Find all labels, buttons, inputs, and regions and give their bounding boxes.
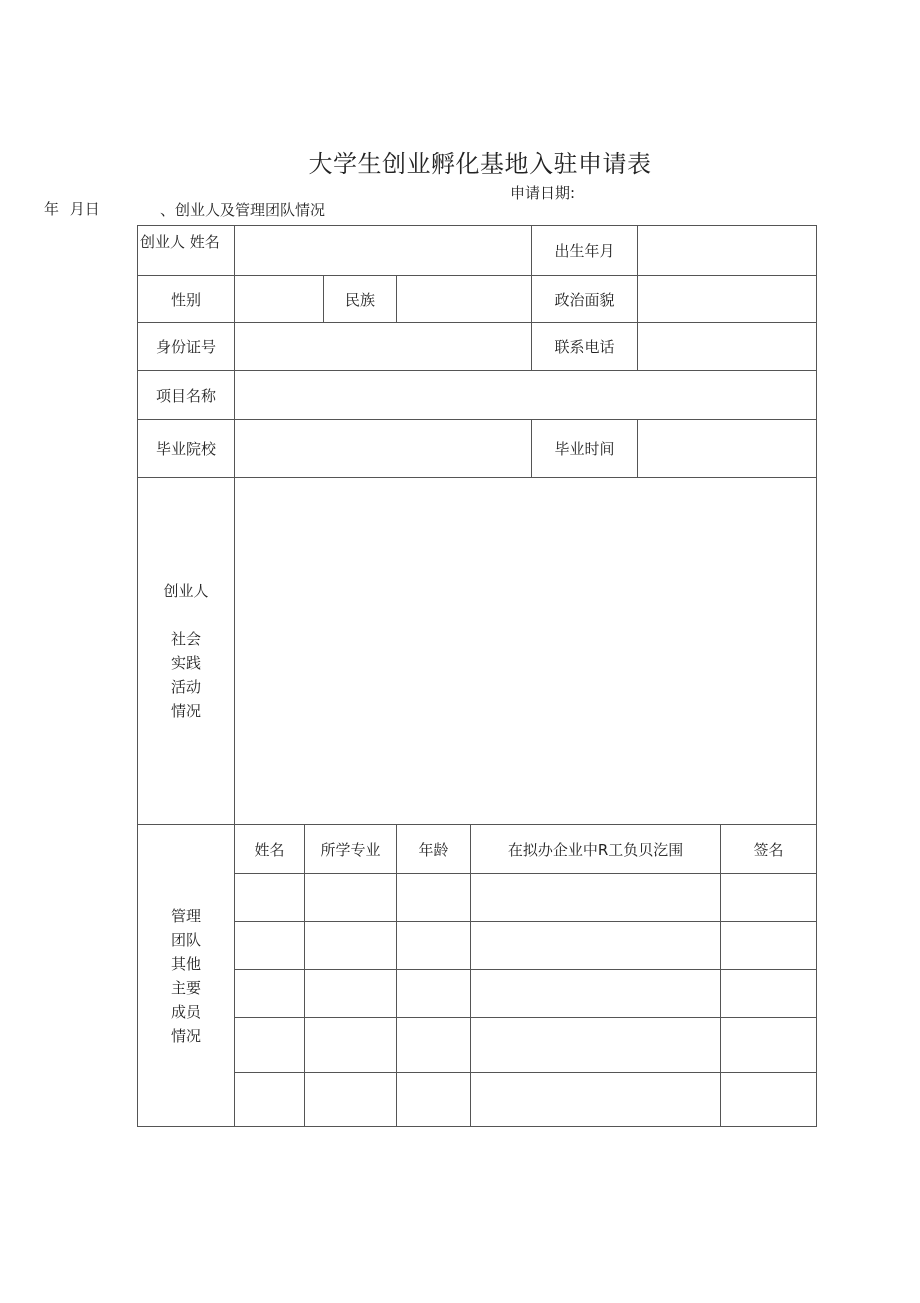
- team-member-row: [138, 874, 817, 922]
- row-school: [138, 420, 817, 478]
- member-name-cell[interactable]: [235, 970, 305, 1018]
- member-role-cell[interactable]: [471, 1018, 721, 1073]
- id-value-cell[interactable]: [235, 323, 532, 371]
- phone-label: 联系电话: [532, 323, 638, 371]
- political-label: 政治面貌: [532, 276, 638, 323]
- team-col-age: 年龄: [397, 825, 471, 874]
- member-age-cell[interactable]: [397, 922, 471, 970]
- member-signature-cell[interactable]: [721, 970, 817, 1018]
- section-heading: 、创业人及管理团队情况: [160, 201, 326, 219]
- row-gender: [138, 276, 817, 323]
- team-label-line: 团队: [170, 930, 201, 949]
- team-label-line: 主要: [170, 978, 201, 997]
- team-label-line: 其他: [170, 954, 201, 973]
- social-practice-label: [138, 478, 235, 825]
- name-value-cell[interactable]: [235, 226, 532, 276]
- member-signature-cell[interactable]: [721, 1073, 817, 1127]
- team-member-row: [138, 970, 817, 1018]
- member-role-cell[interactable]: [471, 1073, 721, 1127]
- member-signature-cell[interactable]: [721, 922, 817, 970]
- member-name-cell[interactable]: [235, 922, 305, 970]
- project-label: 项目名称: [138, 371, 235, 420]
- row-id: [138, 323, 817, 371]
- social-practice-line: 活动: [170, 678, 201, 696]
- member-major-cell[interactable]: [305, 1018, 397, 1073]
- ethnicity-value-cell[interactable]: [397, 276, 532, 323]
- row-name: [138, 226, 817, 276]
- member-major-cell[interactable]: [305, 874, 397, 922]
- team-member-row: [138, 1018, 817, 1073]
- birth-value-cell[interactable]: [638, 226, 817, 276]
- phone-value-cell[interactable]: [638, 323, 817, 371]
- social-practice-line: 创业人: [163, 582, 209, 600]
- name-label: 创业人 姓名: [138, 226, 235, 276]
- id-label: 身份证号: [138, 323, 235, 371]
- member-role-cell[interactable]: [471, 970, 721, 1018]
- date-ymd-label: 年 月日: [44, 200, 100, 218]
- member-age-cell[interactable]: [397, 1018, 471, 1073]
- row-project: [138, 371, 817, 420]
- team-member-row: [138, 1073, 817, 1127]
- project-value-cell[interactable]: [235, 371, 817, 420]
- gender-value-cell[interactable]: [235, 276, 324, 323]
- row-social-practice: [138, 478, 817, 825]
- social-practice-line: 情况: [170, 702, 201, 720]
- member-major-cell[interactable]: [305, 1073, 397, 1127]
- page-title: 大学生创业孵化基地入驻申请表: [308, 150, 652, 178]
- member-name-cell[interactable]: [235, 1073, 305, 1127]
- political-value-cell[interactable]: [638, 276, 817, 323]
- member-age-cell[interactable]: [397, 1073, 471, 1127]
- team-label: [138, 825, 235, 1127]
- member-major-cell[interactable]: [305, 970, 397, 1018]
- team-col-major: 所学专业: [305, 825, 397, 874]
- team-header-row: [138, 825, 817, 874]
- team-col-role: 在拟办企业中R工负贝汔围: [471, 825, 721, 874]
- member-signature-cell[interactable]: [721, 874, 817, 922]
- birth-label: 出生年月: [532, 226, 638, 276]
- member-role-cell[interactable]: [471, 922, 721, 970]
- apply-date-label: 申请日期:: [510, 184, 576, 202]
- grad-time-label: 毕业时间: [532, 420, 638, 478]
- ethnicity-label: 民族: [324, 276, 397, 323]
- member-name-cell[interactable]: [235, 874, 305, 922]
- member-name-cell[interactable]: [235, 1018, 305, 1073]
- team-label-line: 成员: [170, 1002, 201, 1021]
- school-value-cell[interactable]: [235, 420, 532, 478]
- member-major-cell[interactable]: [305, 922, 397, 970]
- team-col-signature: 签名: [721, 825, 817, 874]
- application-form-table: [137, 225, 817, 1127]
- social-practice-line: 社会: [170, 630, 201, 648]
- social-practice-value-cell[interactable]: [235, 478, 817, 825]
- team-label-line: 情况: [170, 1026, 201, 1045]
- school-label: 毕业院校: [138, 420, 235, 478]
- team-label-line: 管理: [170, 906, 201, 925]
- member-age-cell[interactable]: [397, 970, 471, 1018]
- gender-label: 性别: [138, 276, 235, 323]
- team-member-row: [138, 922, 817, 970]
- grad-time-value-cell[interactable]: [638, 420, 817, 478]
- social-practice-line: 实践: [170, 654, 201, 672]
- team-col-name: 姓名: [235, 825, 305, 874]
- member-age-cell[interactable]: [397, 874, 471, 922]
- member-signature-cell[interactable]: [721, 1018, 817, 1073]
- member-role-cell[interactable]: [471, 874, 721, 922]
